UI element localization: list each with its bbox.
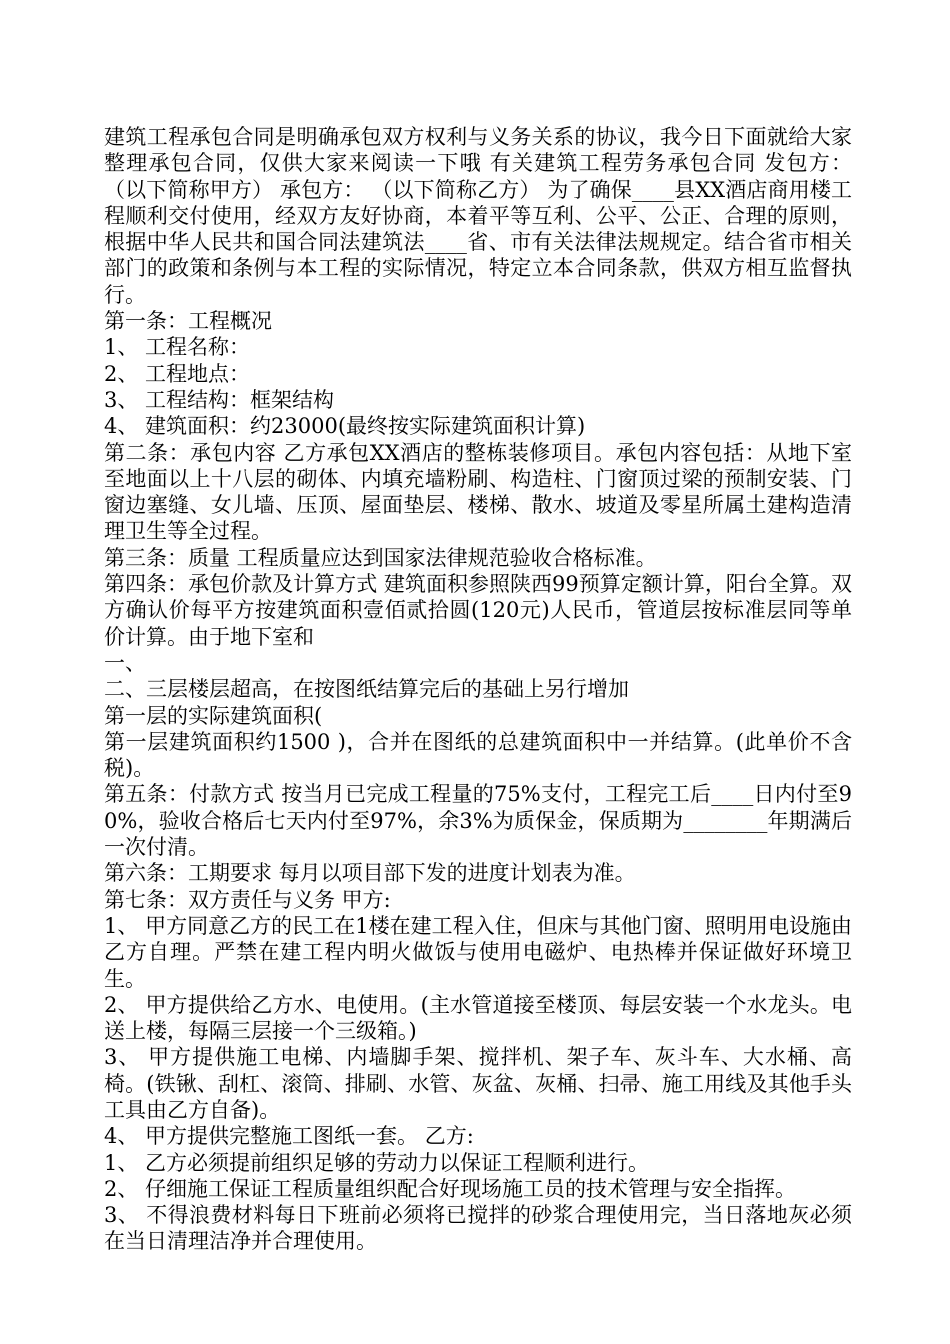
list-marker-one: 一、 (104, 650, 146, 675)
article-1-item-1: 1、 工程名称： (104, 335, 251, 360)
article-1-item-4: 4、 建筑面积：约23000(最终按实际建筑面积计算) (104, 414, 586, 439)
article-6-paragraph: 第六条：工期要求 每月以项目部下发的进度计划表为准。 (104, 861, 636, 886)
party-a-item-2: 2、 甲方提供给乙方水、电使用。(主水管道接至楼顶、每层安装一个水龙头。电送上楼，每隔三层接一个三级箱。) (104, 992, 852, 1044)
party-b-item-2: 2、 仔细施工保证工程质量组织配合好现场施工员的技术管理与安全指挥。 (104, 1176, 797, 1201)
first-floor-area-line: 第一层的实际建筑面积( (104, 703, 323, 728)
article-3-paragraph: 第三条：质量 工程质量应达到国家法律规范验收合格标准。 (104, 545, 657, 570)
document-body (104, 124, 859, 1255)
first-floor-area-paragraph: 第一层建筑面积约1500 )，合并在图纸的总建筑面积中一并结算。(此单价不含税)。 (104, 729, 852, 781)
article-1-item-2: 2、 工程地点： (104, 361, 251, 386)
article-4-paragraph: 第四条：承包价款及计算方式 建筑面积参照陕西99预算定额计算，阳台全算。双方确认价每平方按建筑面积壹佰贰拾圆(120元)人民币，管道层按标准层同等单价计算。由于地下室和 (104, 572, 852, 649)
floor-height-paragraph: 二、三层楼层超高，在按图纸结算完后的基础上另行增加 (104, 677, 629, 702)
intro-paragraph: 建筑工程承包合同是明确承包双方权利与义务关系的协议，我今日下面就给大家整理承包合同，仅供大家来阅读一下哦 有关建筑工程劳务承包合同 发包方： （以下简称甲方） 承包方： （以下简称乙方） 为了确保____县XX酒店商用楼工程顺利交付使用，经双方友好协商，本着平等互利、公平、公正、合理的原则，根据中华人民共和国合同法建筑法____省、市有关法律法规规定。结合省市相关部门的政策和条例与本工程的实际情况，特定立本合同条款，供双方相互监督执行。 (104, 125, 859, 307)
article-7-heading: 第七条：双方责任与义务 甲方: (104, 887, 391, 912)
party-a-item-1: 1、 甲方同意乙方的民工在1楼在建工程入住，但床与其他门窗、照明用电设施由乙方自理。严禁在建工程内明火做饭与使用电磁炉、电热棒并保证做好环境卫生。 (104, 913, 852, 991)
article-2-paragraph: 第二条：承包内容 乙方承包XX酒店的整栋装修项目。承包内容包括：从地下室至地面以上十八层的砌体、内填充墙粉刷、构造柱、门窗顶过梁的预制安装、门窗边塞缝、女儿墙、压顶、屋面垫层、楼梯、散水、坡道及零星所属土建构造清理卫生等全过程。 (104, 440, 852, 544)
party-b-item-3: 3、 不得浪费材料每日下班前必须将已搅拌的砂浆合理使用完，当日落地灰必须在当日清理洁净并合理使用。 (104, 1203, 852, 1254)
party-a-item-4: 4、 甲方提供完整施工图纸一套。 乙方: (104, 1124, 474, 1149)
article-1-heading: 第一条：工程概况 (104, 309, 272, 334)
party-b-item-1: 1、 乙方必须提前组织足够的劳动力以保证工程顺利进行。 (104, 1150, 650, 1175)
article-1-item-3: 3、 工程结构：框架结构 (104, 387, 335, 412)
article-5-paragraph: 第五条：付款方式 按当月已完成工程量的75%支付，工程完工后____日内付至90%，验收合格后七天内付至97%，余3%为质保金，保质期为________年期满后一次付清。 (104, 782, 852, 860)
party-a-item-3: 3、 甲方提供施工电梯、内墙脚手架、搅拌机、架子车、灰斗车、大水桶、高椅。(铁锹、刮杠、滚筒、排刷、水管、灰盆、灰桶、扫帚、施工用线及其他手头工具由乙方自备)。 (104, 1045, 852, 1122)
